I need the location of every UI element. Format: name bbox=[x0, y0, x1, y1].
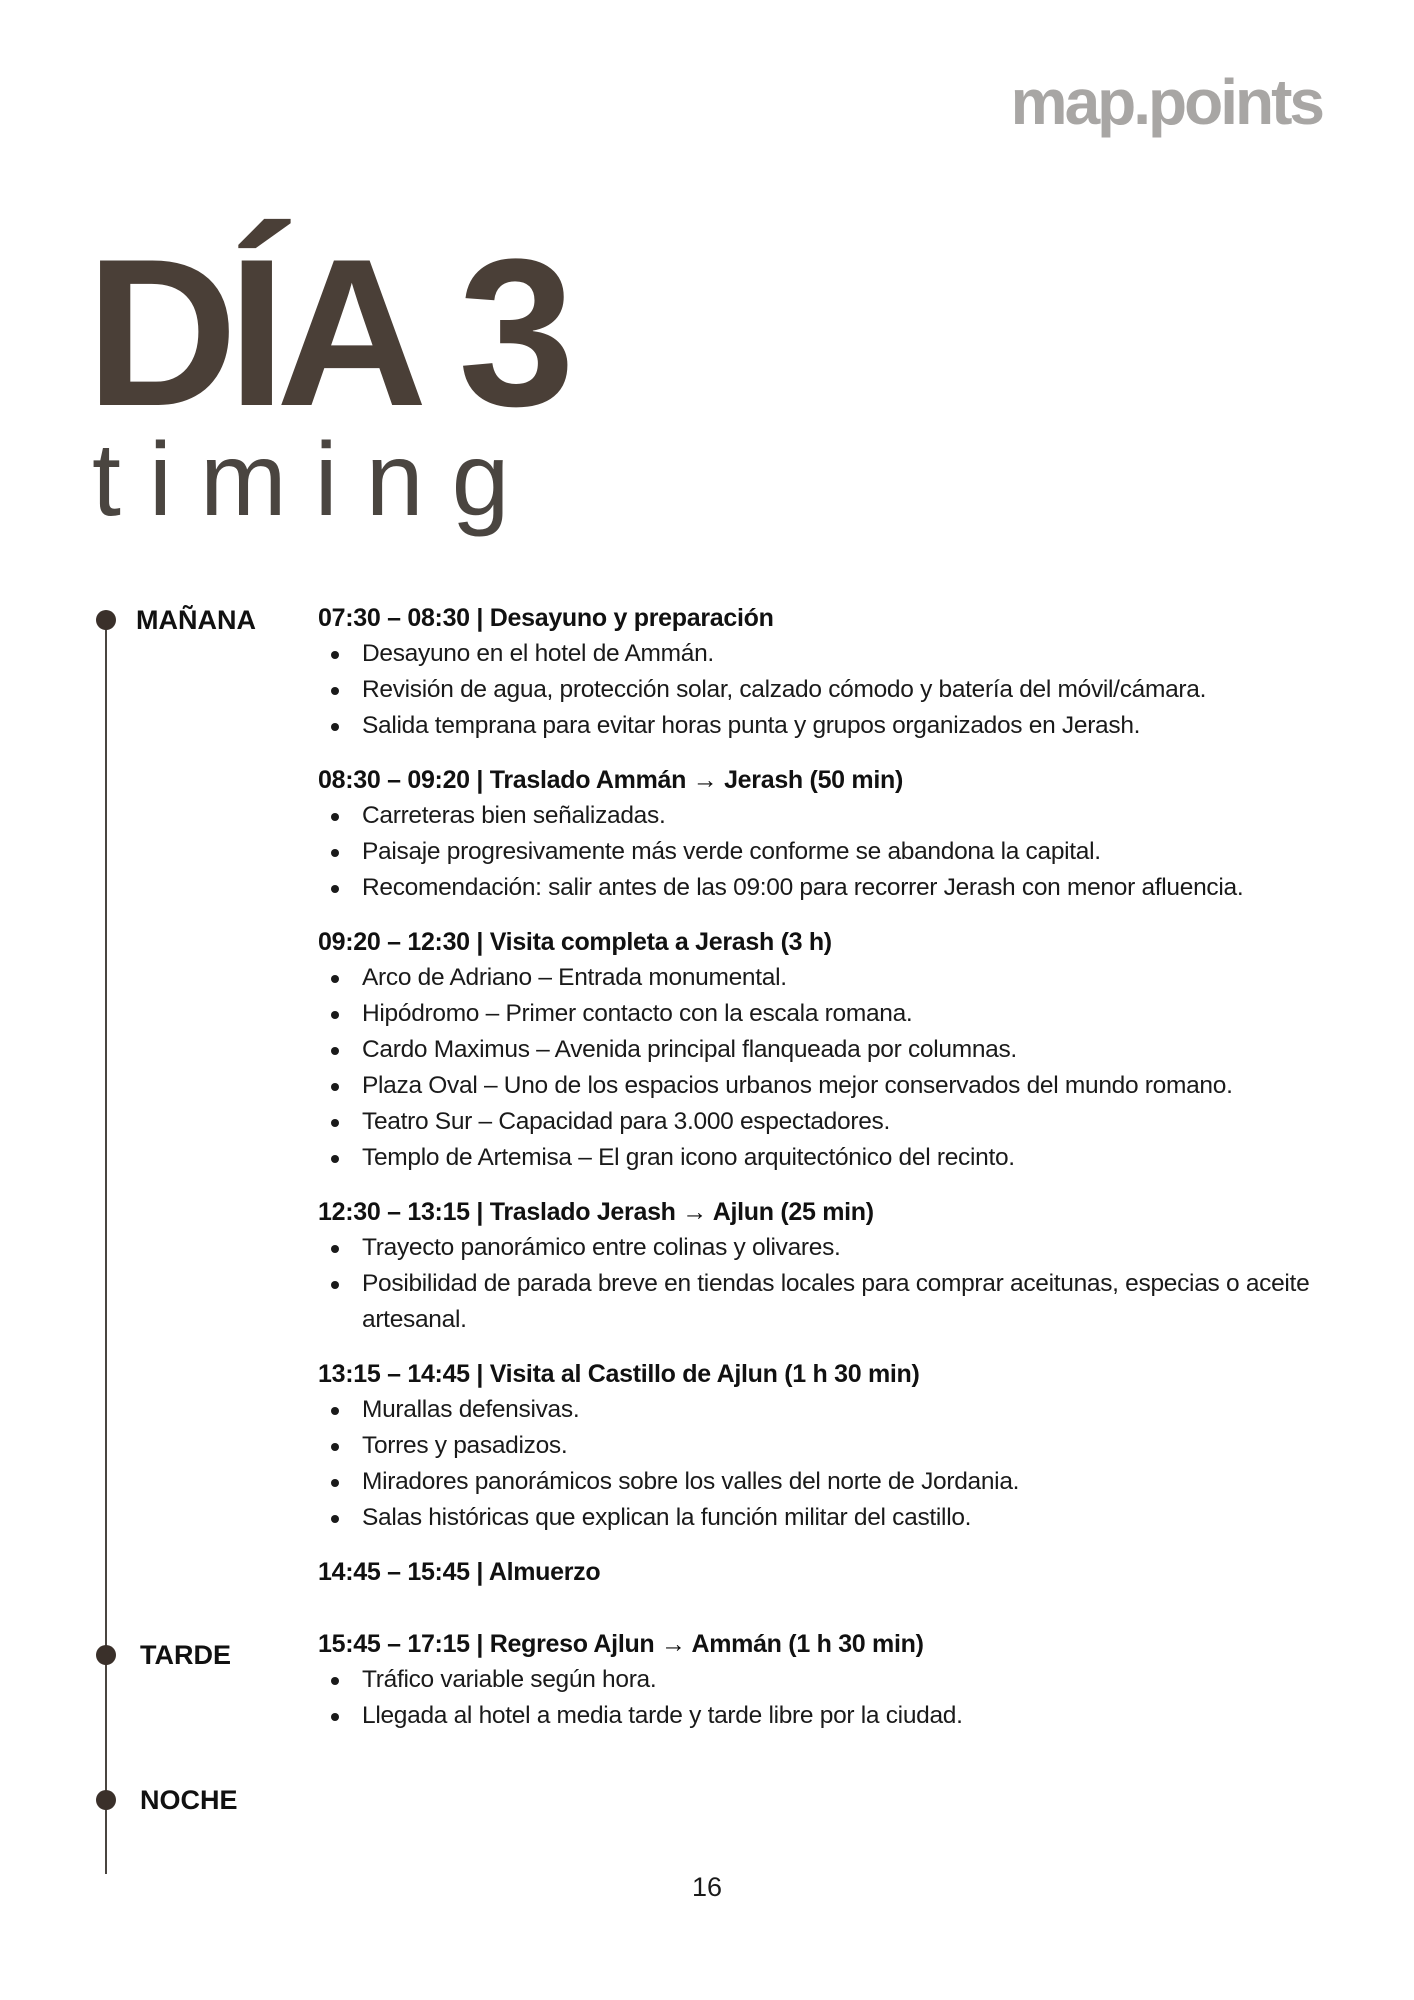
list-item-text: Posibilidad de parada breve en tiendas locales para comprar aceitunas, especias o aceite artesanal. bbox=[362, 1270, 1310, 1333]
list-item bbox=[318, 960, 1338, 996]
bullet-list bbox=[318, 1392, 1338, 1536]
bullet-list bbox=[318, 798, 1338, 906]
list-item-text: Carreteras bien señalizadas. bbox=[362, 802, 666, 829]
period-label-tarde: TARDE bbox=[140, 1640, 231, 1670]
schedule-block bbox=[318, 762, 1338, 906]
list-item bbox=[318, 708, 1338, 744]
bullet-icon bbox=[331, 687, 339, 695]
list-item-text: Trayecto panorámico entre colinas y olivares. bbox=[362, 1234, 841, 1261]
list-item bbox=[318, 1068, 1338, 1104]
bullet-icon bbox=[331, 1281, 339, 1289]
list-item-text: Miradores panorámicos sobre los valles del norte de Jordania. bbox=[362, 1468, 1020, 1495]
bullet-icon bbox=[331, 723, 339, 731]
schedule-block bbox=[318, 1194, 1338, 1338]
list-item-text: Teatro Sur – Capacidad para 3.000 espectadores. bbox=[362, 1108, 890, 1135]
list-item bbox=[318, 1032, 1338, 1068]
list-item-text: Salas históricas que explican la función militar del castillo. bbox=[362, 1504, 972, 1531]
block-title: 13:15 – 14:45 | Visita al Castillo de Ajlun (1 h 30 min) bbox=[318, 1360, 920, 1388]
list-item-text: Cardo Maximus – Avenida principal flanqueada por columnas. bbox=[362, 1036, 1017, 1063]
list-item-text: Paisaje progresivamente más verde conforme se abandona la capital. bbox=[362, 838, 1101, 865]
schedule-block bbox=[318, 600, 1338, 744]
list-item bbox=[318, 1464, 1338, 1500]
list-item bbox=[318, 1698, 1338, 1734]
list-item bbox=[318, 996, 1338, 1032]
schedule-block bbox=[318, 1554, 1338, 1590]
bullet-icon bbox=[331, 1047, 339, 1055]
schedule-block bbox=[318, 1626, 1338, 1734]
block-title: 14:45 – 15:45 | Almuerzo bbox=[318, 1558, 601, 1586]
list-item-text: Arco de Adriano – Entrada monumental. bbox=[362, 964, 787, 991]
schedule-block bbox=[318, 1356, 1338, 1536]
list-item-text: Tráfico variable según hora. bbox=[362, 1666, 657, 1693]
timeline-line bbox=[105, 618, 107, 1874]
schedule-content bbox=[318, 600, 1338, 1752]
list-item bbox=[318, 1266, 1338, 1338]
list-item-text: Llegada al hotel a media tarde y tarde libre por la ciudad. bbox=[362, 1702, 963, 1729]
list-item bbox=[318, 1662, 1338, 1698]
bullet-icon bbox=[331, 1407, 339, 1415]
list-item-text: Hipódromo – Primer contacto con la escala romana. bbox=[362, 1000, 913, 1027]
list-item bbox=[318, 1428, 1338, 1464]
list-item bbox=[318, 672, 1338, 708]
period-label-noche: NOCHE bbox=[140, 1785, 238, 1815]
bullet-icon bbox=[331, 1713, 339, 1721]
bullet-icon bbox=[331, 1479, 339, 1487]
timeline-dot-tarde bbox=[96, 1645, 116, 1665]
list-item bbox=[318, 1230, 1338, 1266]
bullet-list bbox=[318, 1230, 1338, 1338]
list-item-text: Revisión de agua, protección solar, calzado cómodo y batería del móvil/cámara. bbox=[362, 676, 1207, 703]
bullet-icon bbox=[331, 651, 339, 659]
list-item bbox=[318, 870, 1338, 906]
list-item-text: Recomendación: salir antes de las 09:00 para recorrer Jerash con menor afluencia. bbox=[362, 874, 1244, 901]
list-item bbox=[318, 636, 1338, 672]
period-label-manana: MAÑANA bbox=[136, 605, 256, 635]
page-title: DÍA 3 bbox=[86, 215, 565, 450]
timeline-dot-noche bbox=[96, 1790, 116, 1810]
list-item-text: Murallas defensivas. bbox=[362, 1396, 580, 1423]
bullet-icon bbox=[331, 975, 339, 983]
bullet-icon bbox=[331, 849, 339, 857]
timeline-dot-manana bbox=[96, 610, 116, 630]
list-item-text: Torres y pasadizos. bbox=[362, 1432, 568, 1459]
bullet-list bbox=[318, 1662, 1338, 1734]
bullet-icon bbox=[331, 1155, 339, 1163]
page-subtitle: timing bbox=[92, 422, 538, 538]
bullet-icon bbox=[331, 885, 339, 893]
page-number: 16 bbox=[691, 1872, 723, 1902]
list-item bbox=[318, 1104, 1338, 1140]
schedule-block bbox=[318, 924, 1338, 1176]
list-item bbox=[318, 834, 1338, 870]
list-item-text: Plaza Oval – Uno de los espacios urbanos mejor conservados del mundo romano. bbox=[362, 1072, 1233, 1099]
bullet-icon bbox=[331, 1083, 339, 1091]
bullet-icon bbox=[331, 813, 339, 821]
block-title: 09:20 – 12:30 | Visita completa a Jerash (3 h) bbox=[318, 928, 832, 956]
block-title: 15:45 – 17:15 | Regreso Ajlun → Ammán (1 h 30 min) bbox=[318, 1630, 924, 1658]
block-title: 08:30 – 09:20 | Traslado Ammán → Jerash (50 min) bbox=[318, 766, 903, 794]
block-title: 07:30 – 08:30 | Desayuno y preparación bbox=[318, 604, 774, 632]
list-item-text: Templo de Artemisa – El gran icono arquitectónico del recinto. bbox=[362, 1144, 1015, 1171]
bullet-icon bbox=[331, 1011, 339, 1019]
bullet-icon bbox=[331, 1677, 339, 1685]
block-title: 12:30 – 13:15 | Traslado Jerash → Ajlun (25 min) bbox=[318, 1198, 874, 1226]
list-item bbox=[318, 1500, 1338, 1536]
list-item-text: Desayuno en el hotel de Ammán. bbox=[362, 640, 714, 667]
bullet-list bbox=[318, 960, 1338, 1176]
bullet-list bbox=[318, 636, 1338, 744]
list-item bbox=[318, 1392, 1338, 1428]
list-item-text: Salida temprana para evitar horas punta y grupos organizados en Jerash. bbox=[362, 712, 1141, 739]
bullet-icon bbox=[331, 1515, 339, 1523]
brand-logo: map.points bbox=[1010, 66, 1322, 138]
bullet-icon bbox=[331, 1119, 339, 1127]
bullet-icon bbox=[331, 1245, 339, 1253]
list-item bbox=[318, 798, 1338, 834]
bullet-icon bbox=[331, 1443, 339, 1451]
list-item bbox=[318, 1140, 1338, 1176]
